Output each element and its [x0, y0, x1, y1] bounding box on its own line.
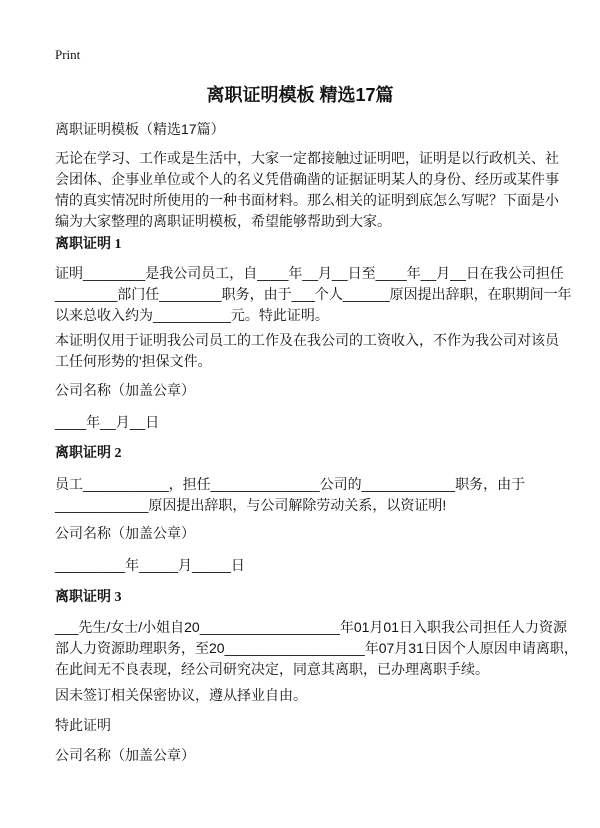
text-line: ____________原因提出辞职，与公司解除劳动关系，以资证明! [55, 497, 447, 513]
text-line: 情的真实情况时所使用的一种书面材料。那么相关的证明到底怎么写呢？下面是小 [55, 192, 559, 208]
text-line: ___先生/女士/小姐自20__________________年01月01日入职我公司担任人力资源 [55, 619, 568, 635]
section-heading-2: 离职证明 2 [55, 446, 122, 461]
text-line: 编为大家整理的离职证明模板，希望能够帮助到大家。 [55, 213, 391, 229]
text-line: 会团体、企事业单位或个人的名义凭借确凿的证据证明某人的身份、经历或某件事 [55, 171, 559, 187]
section-1-company: 公司名称（加盖公章） [55, 382, 195, 398]
page-title: 离职证明模板 精选17篇 [206, 85, 394, 105]
section-3-closing: 特此证明 [55, 717, 111, 733]
intro-paragraph [55, 148, 559, 232]
section-1-paragraph-2 [55, 330, 559, 372]
text-line: 证明________是我公司员工，自____年__月__日至____年__月__日在我公司担任 [55, 265, 564, 281]
section-2-paragraph-1 [55, 474, 525, 516]
section-2-company: 公司名称（加盖公章） [55, 525, 195, 541]
text-line: 以来总收入约为__________元。特此证明。 [55, 307, 329, 323]
section-heading-1: 离职证明 1 [55, 237, 122, 252]
section-1-paragraph-1 [55, 263, 572, 326]
section-1-date: ____年__月__日 [55, 414, 160, 430]
text-line: 员工___________，担任______________公司的____________职务，由于 [55, 476, 526, 492]
subtitle: 离职证明模板（精选17篇） [55, 121, 225, 137]
section-3-paragraph-2: 因未签订相关保密协议，遵从择业自由。 [55, 687, 307, 703]
section-3-company: 公司名称（加盖公章） [55, 747, 195, 763]
section-heading-3: 离职证明 3 [55, 590, 122, 605]
text-line: 无论在学习、工作或是生活中，大家一定都接触过证明吧，证明是以行政机关、社 [55, 150, 559, 166]
text-line: ________部门任________职务，由于___个人______原因提出辞职，在职期间一年 [55, 286, 572, 302]
section-3-paragraph-1 [55, 617, 578, 680]
section-2-date: _________年_____月_____日 [55, 557, 245, 573]
text-line: 部人力资源助理职务，至20__________________年07月31日因个人原因申请离职， [55, 640, 578, 656]
print-link[interactable]: Print [55, 47, 81, 62]
text-line: 工任何形势的'担保文件。 [55, 353, 212, 369]
text-line: 在此间无不良表现，经公司研究决定，同意其离职，已办理离职手续。 [55, 661, 489, 677]
text-line: 本证明仅用于证明我公司员工的工作及在我公司的工资收入，不作为我公司对该员 [55, 332, 559, 348]
